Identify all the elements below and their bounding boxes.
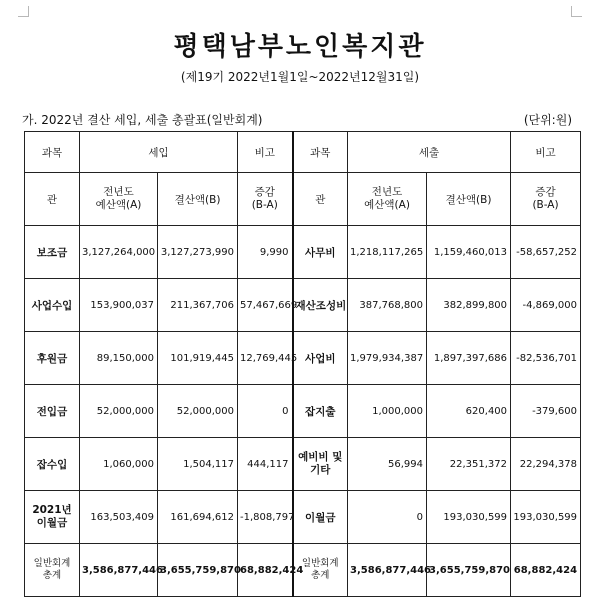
subheader-prev-budget: 전년도 예산액(A) — [80, 173, 158, 226]
revenue-category: 전입금 — [25, 385, 80, 438]
expenditure-change: 193,030,599 — [511, 491, 581, 544]
expenditure-budget: 56,994 — [348, 438, 427, 491]
header-revenue: 세입 — [80, 132, 238, 173]
expenditure-total-change: 68,882,424 — [511, 544, 581, 597]
expenditure-budget: 1,218,117,265 — [348, 226, 427, 279]
subheader-settled-expenditure: 결산액(B) — [427, 173, 511, 226]
expenditure-change: 22,294,378 — [511, 438, 581, 491]
table-row — [25, 226, 581, 279]
expenditure-settled: 1,897,397,686 — [427, 332, 511, 385]
revenue-change: 444,117 — [238, 438, 293, 491]
document-period: (제19기 2022년1월1일~2022년12월31일) — [180, 70, 420, 84]
revenue-category: 사업수입 — [25, 279, 80, 332]
revenue-category: 후원금 — [25, 332, 80, 385]
revenue-settled: 211,367,706 — [158, 279, 238, 332]
revenue-change: 0 — [238, 385, 293, 438]
revenue-settled: 1,504,117 — [158, 438, 238, 491]
page-corner-mark-left — [18, 6, 29, 17]
expenditure-category: 재산조성비 — [293, 279, 348, 332]
revenue-change: 12,769,445 — [238, 332, 293, 385]
unit-label: (단위:원) — [523, 113, 572, 127]
revenue-budget: 52,000,000 — [80, 385, 158, 438]
revenue-category: 2021년 이월금 — [25, 491, 80, 544]
expenditure-category: 이월금 — [293, 491, 348, 544]
revenue-total-budget: 3,586,877,446 — [80, 544, 158, 597]
budget-summary-table — [24, 131, 581, 597]
subheader-change: 증감 (B-A) — [238, 173, 293, 226]
header-note-expenditure: 비고 — [511, 132, 581, 173]
revenue-total-change: 68,882,424 — [238, 544, 293, 597]
expenditure-category: 사무비 — [293, 226, 348, 279]
expenditure-budget: 1,000,000 — [348, 385, 427, 438]
revenue-settled: 161,694,612 — [158, 491, 238, 544]
section-title: 가. 2022년 결산 세입, 세출 총괄표(일반회계) — [22, 113, 263, 127]
header-subject: 과목 — [25, 132, 80, 173]
revenue-budget: 1,060,000 — [80, 438, 158, 491]
subheader-category-expenditure: 관 — [293, 173, 348, 226]
expenditure-category: 사업비 — [293, 332, 348, 385]
revenue-change: 57,467,669 — [238, 279, 293, 332]
expenditure-settled: 620,400 — [427, 385, 511, 438]
expenditure-settled: 193,030,599 — [427, 491, 511, 544]
revenue-total-label: 일반회계 총계 — [25, 544, 80, 597]
revenue-budget: 153,900,037 — [80, 279, 158, 332]
subheader-settled: 결산액(B) — [158, 173, 238, 226]
table-header-row — [25, 132, 581, 173]
expenditure-change: -379,600 — [511, 385, 581, 438]
revenue-settled: 101,919,445 — [158, 332, 238, 385]
expenditure-category: 예비비 및 기타 — [293, 438, 348, 491]
revenue-settled: 52,000,000 — [158, 385, 238, 438]
expenditure-change: -82,536,701 — [511, 332, 581, 385]
expenditure-change: -58,657,252 — [511, 226, 581, 279]
table-row — [25, 332, 581, 385]
revenue-budget: 3,127,264,000 — [80, 226, 158, 279]
expenditure-category: 잡지출 — [293, 385, 348, 438]
revenue-budget: 163,503,409 — [80, 491, 158, 544]
expenditure-total-settled: 3,655,759,870 — [427, 544, 511, 597]
expenditure-budget: 387,768,800 — [348, 279, 427, 332]
table-row — [25, 279, 581, 332]
header-note: 비고 — [238, 132, 293, 173]
table-row — [25, 491, 581, 544]
revenue-budget: 89,150,000 — [80, 332, 158, 385]
subheader-change-expenditure: 증감 (B-A) — [511, 173, 581, 226]
expenditure-settled: 22,351,372 — [427, 438, 511, 491]
revenue-total-settled: 3,655,759,870 — [158, 544, 238, 597]
page-corner-mark-right — [571, 6, 582, 17]
expenditure-budget: 0 — [348, 491, 427, 544]
expenditure-settled: 1,159,460,013 — [427, 226, 511, 279]
header-expenditure: 세출 — [348, 132, 511, 173]
expenditure-change: -4,869,000 — [511, 279, 581, 332]
expenditure-total-label: 일반회계 총계 — [293, 544, 348, 597]
table-row — [25, 385, 581, 438]
table-subheader-row — [25, 173, 581, 226]
revenue-category: 보조금 — [25, 226, 80, 279]
header-subject-expenditure: 과목 — [293, 132, 348, 173]
subheader-prev-budget-expenditure: 전년도 예산액(A) — [348, 173, 427, 226]
revenue-change: 9,990 — [238, 226, 293, 279]
revenue-category: 잡수입 — [25, 438, 80, 491]
table-row — [25, 438, 581, 491]
subheader-category: 관 — [25, 173, 80, 226]
expenditure-budget: 1,979,934,387 — [348, 332, 427, 385]
revenue-change: -1,808,797 — [238, 491, 293, 544]
document-title: 평택남부노인복지관 — [173, 32, 427, 62]
revenue-settled: 3,127,273,990 — [158, 226, 238, 279]
expenditure-total-budget: 3,586,877,446 — [348, 544, 427, 597]
expenditure-settled: 382,899,800 — [427, 279, 511, 332]
total-row — [25, 544, 581, 597]
